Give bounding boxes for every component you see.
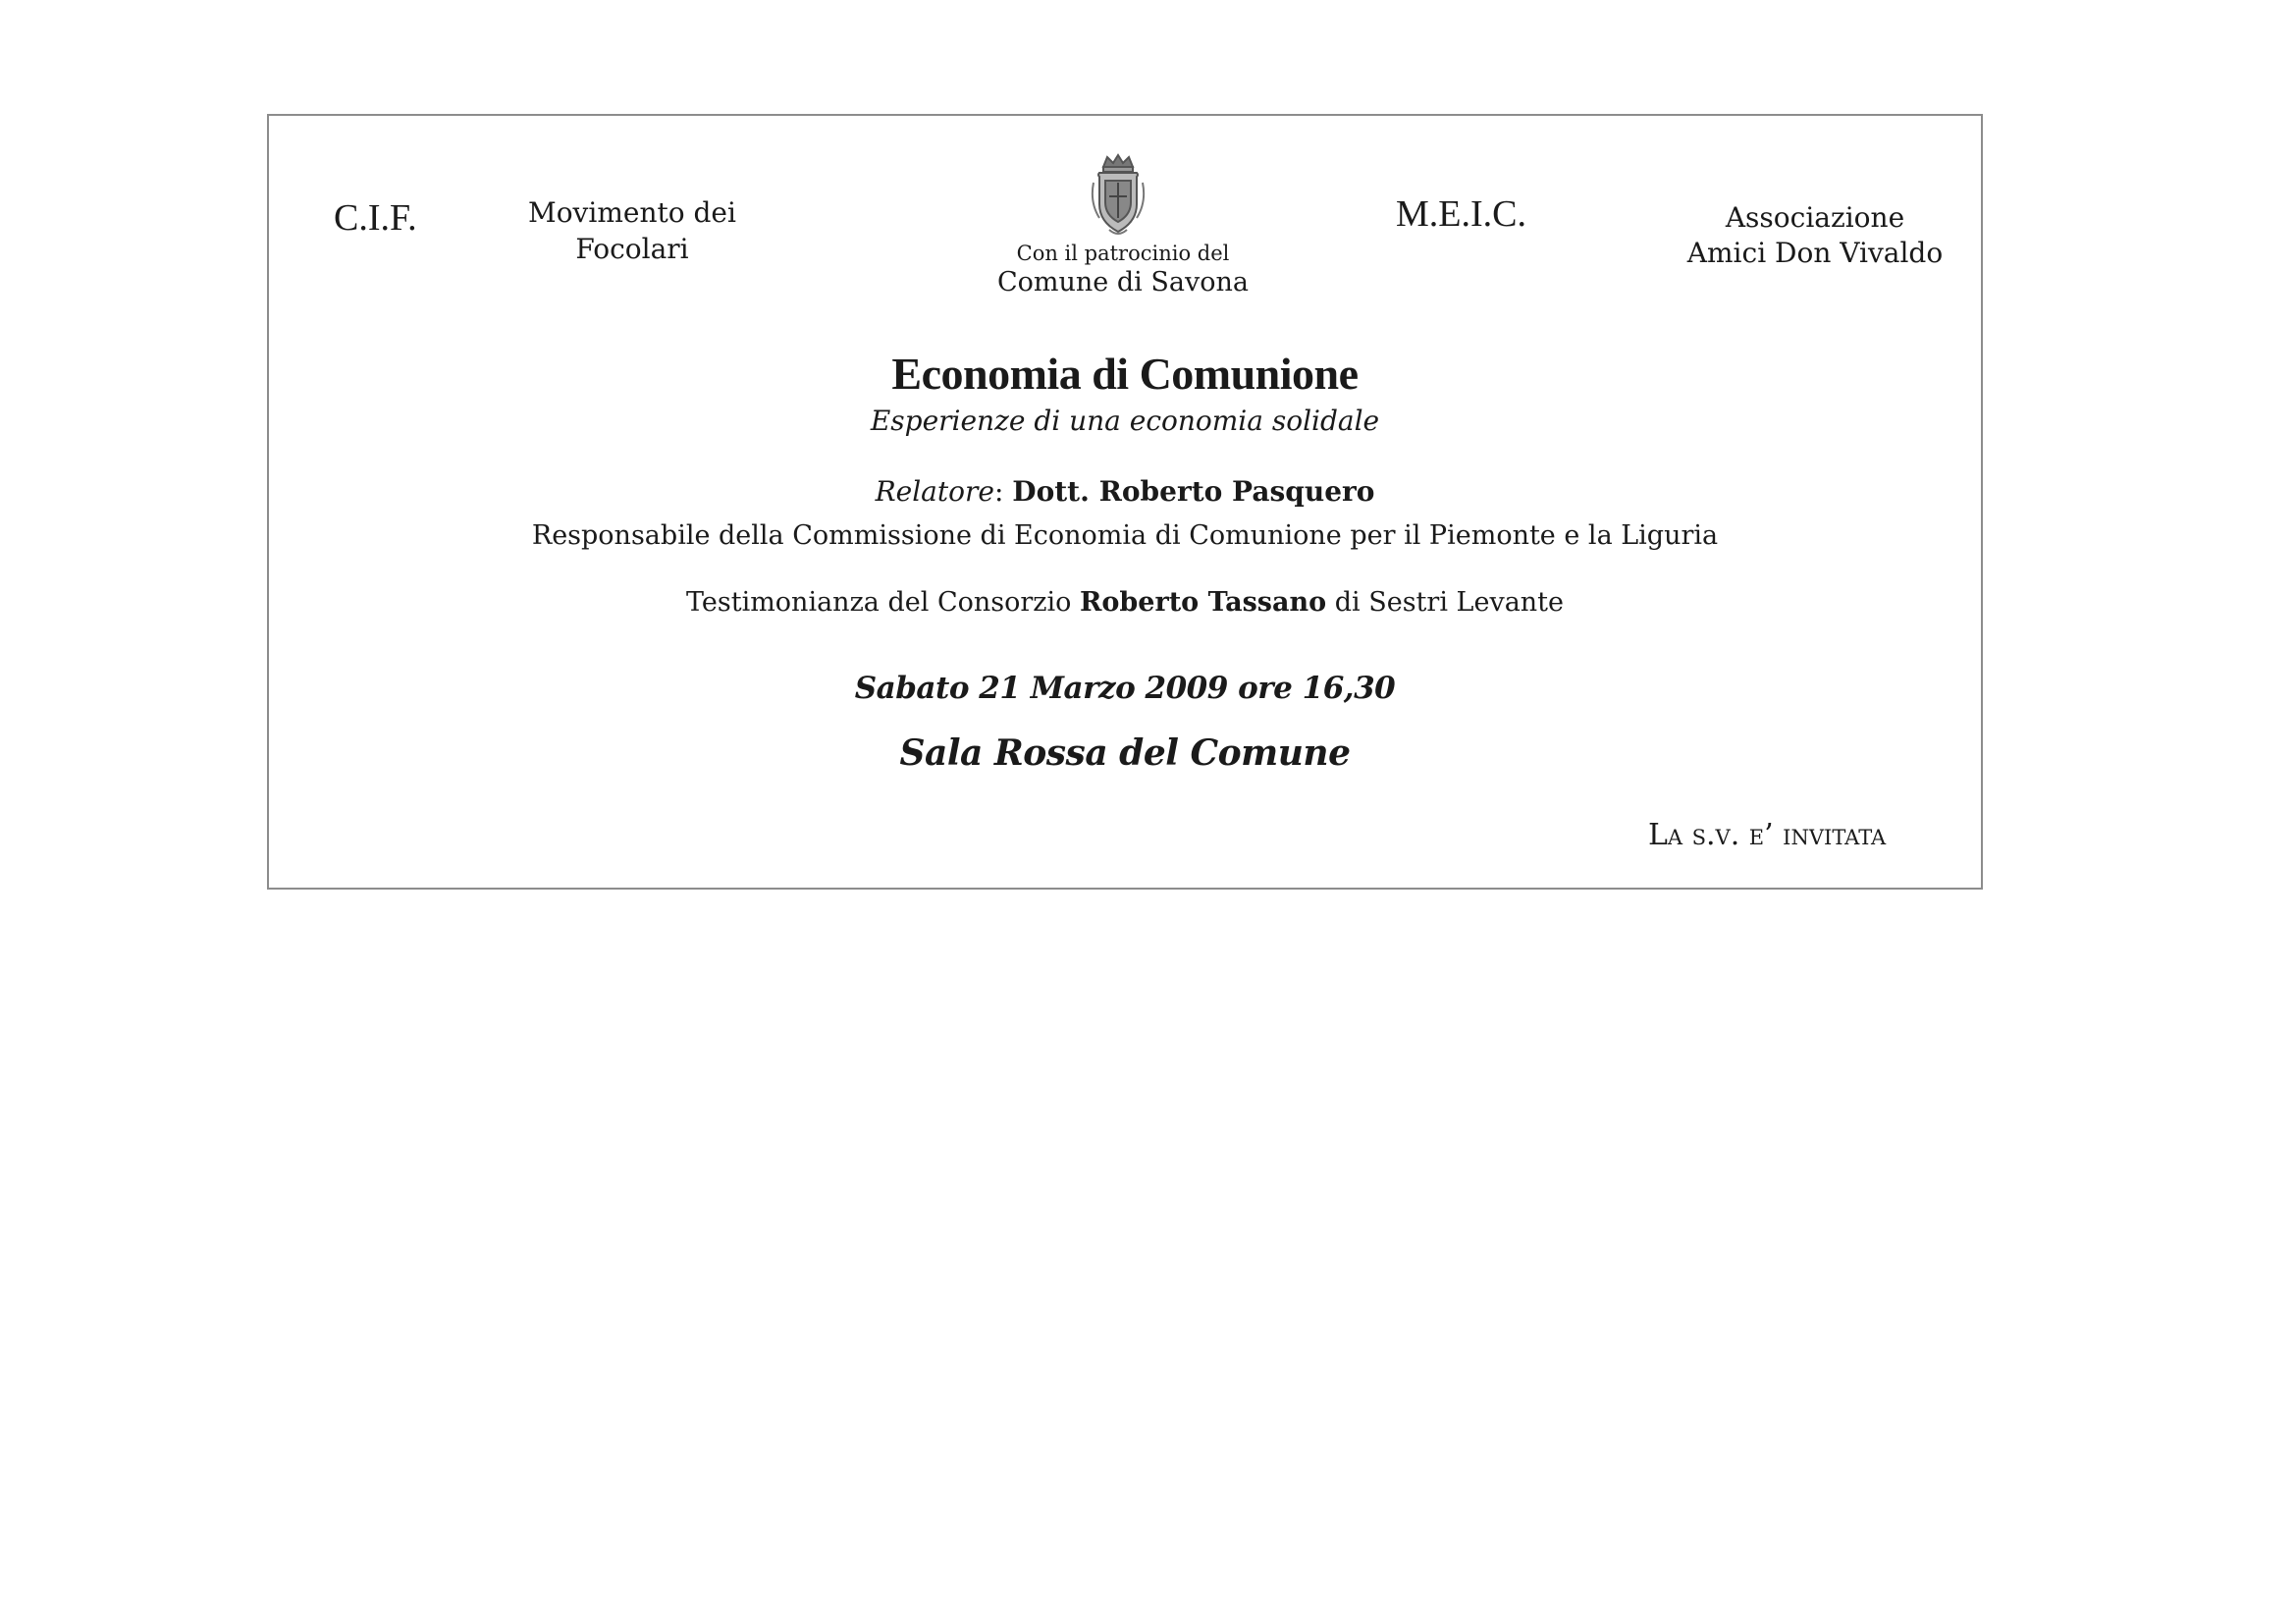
patronage-comune: Comune di Savona — [997, 267, 1249, 298]
org-vivaldo-line2: Amici Don Vivaldo — [1686, 237, 1944, 269]
patronage-line1: Con il patrocinio del — [1016, 242, 1230, 265]
testimony-suffix: di Sestri Levante — [1326, 587, 1565, 618]
event-datetime: Sabato 21 Marzo 2009 ore 16,30 — [854, 671, 1396, 706]
org-vivaldo-line1: Associazione — [1725, 201, 1905, 234]
speaker-separator: : — [993, 475, 1013, 508]
testimony-name: Roberto Tassano — [1079, 587, 1327, 618]
org-meic: M.E.I.C. — [1396, 193, 1526, 235]
invitation-note: La s.v. e’ invitata — [1648, 818, 1887, 852]
speaker-line — [269, 475, 1981, 508]
org-amici-don-vivaldo — [1682, 200, 1948, 271]
org-movimento-focolari — [518, 194, 746, 267]
testimony-prefix: Testimonianza del Consorzio — [685, 587, 1080, 618]
event-subtitle: Esperienze di una economia solidale — [870, 405, 1380, 437]
speaker-label: Relatore — [875, 475, 994, 508]
org-cif: C.I.F. — [334, 197, 417, 239]
org-focolari-line2: Focolari — [575, 233, 689, 265]
testimony-line — [269, 587, 1981, 618]
speaker-name: Dott. Roberto Pasquero — [1012, 475, 1375, 508]
event-venue: Sala Rossa del Comune — [899, 732, 1351, 774]
event-title: Economia di Comunione — [891, 349, 1359, 399]
org-focolari-line1: Movimento dei — [528, 196, 736, 229]
speaker-role: Responsabile della Commissione di Economia di Comunione per il Piemonte e la Liguria — [531, 520, 1719, 551]
coat-of-arms-icon — [1090, 153, 1147, 238]
invitation-card — [267, 114, 1983, 890]
